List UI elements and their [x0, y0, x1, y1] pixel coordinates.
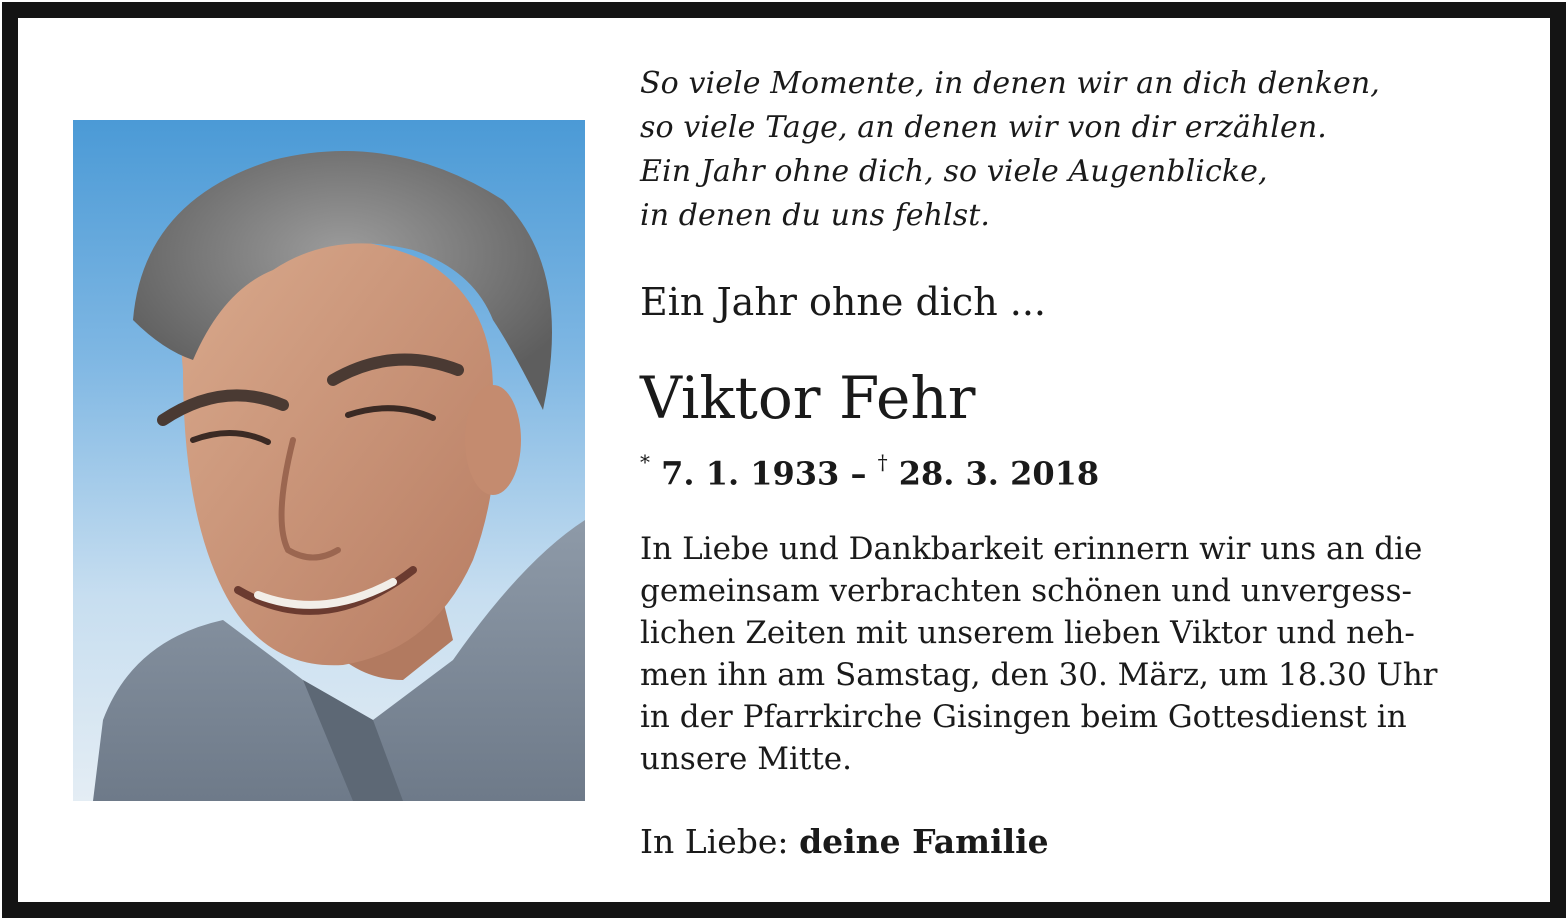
message-line: in der Pfarrkirche Gisingen beim Gottesdienst in [640, 699, 1407, 735]
life-dates [640, 442, 1099, 498]
message-line: men ihn am Samstag, den 30. März, um 18.30 Uhr [640, 657, 1438, 693]
portrait-illustration [73, 120, 585, 801]
death-symbol: † [877, 450, 888, 474]
birth-symbol: * [640, 450, 650, 474]
poem-line: So viele Momente, in denen wir an dich denken, [640, 66, 1380, 101]
signature-family: deine Familie [799, 822, 1049, 861]
message-line: In Liebe und Dankbarkeit erinnern wir uns an die [640, 531, 1423, 567]
message-line: unsere Mitte. [640, 741, 852, 777]
death-date: 28. 3. 2018 [898, 454, 1100, 493]
poem-line: Ein Jahr ohne dich, so viele Augenblicke, [640, 154, 1268, 189]
date-separator: – [850, 454, 867, 493]
portrait-photo [73, 120, 585, 801]
message-line: gemeinsam verbrachten schönen und unvergess- [640, 573, 1412, 609]
poem-line: in denen du uns fehlst. [640, 198, 991, 233]
birth-date: 7. 1. 1933 [661, 454, 840, 493]
memorial-poem [640, 62, 1520, 238]
message-line: lichen Zeiten mit unserem lieben Viktor und neh- [640, 615, 1415, 651]
headline: Ein Jahr ohne dich ... [640, 280, 1046, 324]
signature-prefix: In Liebe: [640, 822, 789, 861]
poem-line: so viele Tage, an denen wir von dir erzählen. [640, 110, 1327, 145]
memorial-message [640, 528, 1500, 780]
signature [640, 818, 1049, 866]
deceased-name: Viktor Fehr [640, 364, 976, 432]
